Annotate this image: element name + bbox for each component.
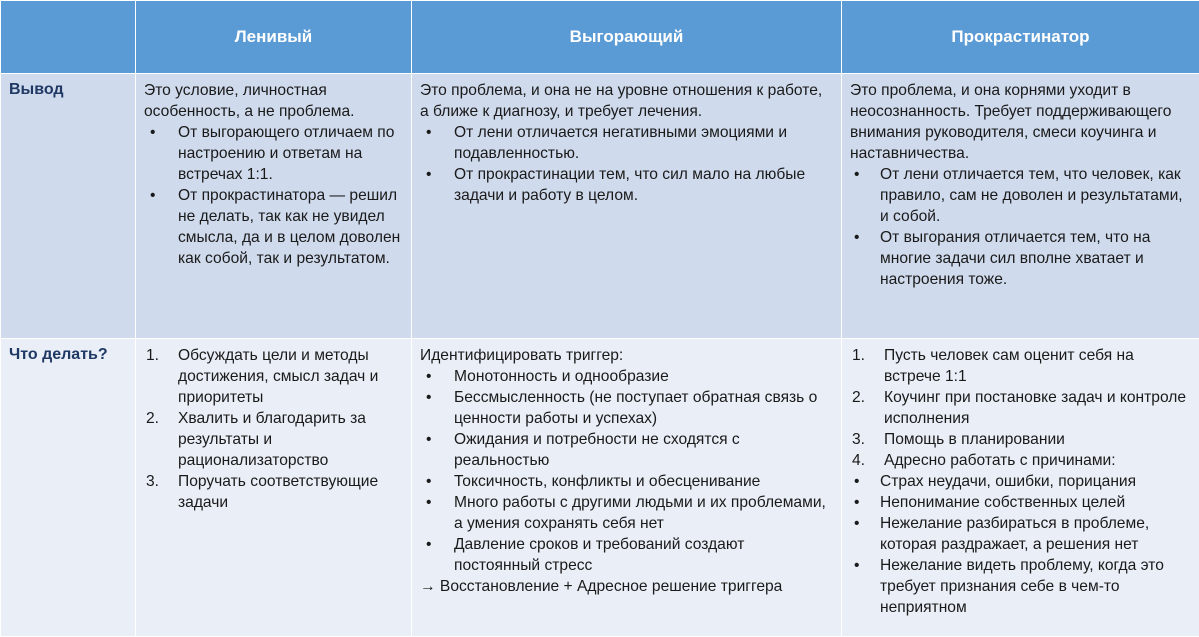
bullet-marker: • [854, 555, 859, 576]
numbered-item: 4. Адресно работать с причинами: [850, 450, 1191, 471]
bullet-marker: • [150, 185, 155, 206]
number-marker: 1. [146, 345, 159, 366]
list-item: • От лени отличается негативными эмоциями и подавленностью. [420, 122, 833, 164]
cell-intro: Это проблема, и она корнями уходит в неосознанность. Требует поддерживающего внимания руководителя, смеси коучинга и наставничества. [850, 80, 1191, 164]
header-burnout: Выгорающий [412, 1, 842, 74]
bullet-marker: • [426, 471, 431, 492]
cell-action-burnout [412, 339, 842, 637]
list-item: • От выгорающего отличаем по настроению и ответам на встречах 1:1. [144, 122, 403, 185]
bullet-marker: • [854, 471, 859, 492]
cell-intro: Это проблема, и она не на уровне отношения к работе, а ближе к диагнозу, и требует лечения. [420, 80, 833, 122]
header-corner [1, 1, 136, 74]
list-item: • От лени отличается тем, что человек, как правило, сам не доволен и результатами, и собой. [850, 164, 1191, 227]
number-marker: 2. [146, 408, 159, 429]
bullet-marker: • [854, 164, 859, 185]
number-marker: 1. [852, 345, 865, 366]
list-item: • Страх неудачи, ошибки, порицания [850, 471, 1191, 492]
cell-conclusion-lazy [136, 74, 412, 339]
bullet-marker: • [426, 164, 431, 185]
bullet-marker: • [854, 227, 859, 248]
numbered-item: 3. Поручать соответствующие задачи [144, 471, 403, 513]
bullet-marker: • [426, 387, 431, 408]
cell-intro: Это условие, личностная особенность, а не проблема. [144, 80, 403, 122]
bullet-marker: • [426, 492, 431, 513]
row-what-to-do [1, 339, 1199, 637]
bullet-marker: • [426, 429, 431, 450]
bullet-marker: • [426, 366, 431, 387]
list-item: • Ожидания и потребности не сходятся с реальностью [420, 429, 833, 471]
list-item: • Непонимание собственных целей [850, 492, 1191, 513]
cell-action-lazy [136, 339, 412, 637]
cell-conclusion-procrastinator [842, 74, 1199, 339]
header-lazy: Ленивый [136, 1, 412, 74]
number-marker: 3. [852, 429, 865, 450]
list-item: • Нежелание разбираться в проблеме, которая раздражает, а решения нет [850, 513, 1191, 555]
bullet-marker: • [426, 534, 431, 555]
number-marker: 3. [146, 471, 159, 492]
cell-action-procrastinator [842, 339, 1199, 637]
numbered-item: 3. Помощь в планировании [850, 429, 1191, 450]
header-row [1, 1, 1199, 74]
list-item: • От прокрастинатора — решил не делать, так как не увидел смысла, да и в целом доволен как собой, так и результатом. [144, 185, 403, 269]
cell-outro: → Восстановление + Адресное решение триггера [420, 576, 833, 597]
numbered-item: 2. Коучинг при постановке задач и контроле исполнения [850, 387, 1191, 429]
number-marker: 2. [852, 387, 865, 408]
list-item: • Давление сроков и требований создают постоянный стресс [420, 534, 833, 576]
list-item: • Много работы с другими людьми и их проблемами, а умения сохранять себя нет [420, 492, 833, 534]
bullet-marker: • [150, 122, 155, 143]
row-conclusion [1, 74, 1199, 339]
list-item: • Нежелание видеть проблему, когда это требует признания себе в чем-то неприятном [850, 555, 1191, 618]
numbered-item: 1. Пусть человек сам оценит себя на встрече 1:1 [850, 345, 1191, 387]
row-label-conclusion: Вывод [1, 74, 136, 339]
cell-conclusion-burnout [412, 74, 842, 339]
list-item: • Бессмысленность (не поступает обратная связь о ценности работы и успехах) [420, 387, 833, 429]
cell-intro: Идентифицировать триггер: [420, 345, 833, 366]
numbered-item: 2. Хвалить и благодарить за результаты и рационализаторство [144, 408, 403, 471]
bullet-marker: • [854, 513, 859, 534]
list-item: • Токсичность, конфликты и обесценивание [420, 471, 833, 492]
list-item: • От прокрастинации тем, что сил мало на любые задачи и работу в целом. [420, 164, 833, 206]
list-item: • Монотонность и однообразие [420, 366, 833, 387]
row-label-what-to-do: Что делать? [1, 339, 136, 637]
numbered-item: 1. Обсуждать цели и методы достижения, смысл задач и приоритеты [144, 345, 403, 408]
number-marker: 4. [852, 450, 865, 471]
header-procrastinator: Прокрастинатор [842, 1, 1199, 74]
list-item: • От выгорания отличается тем, что на многие задачи сил вполне хватает и настроения тоже. [850, 227, 1191, 290]
bullet-marker: • [854, 492, 859, 513]
bullet-marker: • [426, 122, 431, 143]
